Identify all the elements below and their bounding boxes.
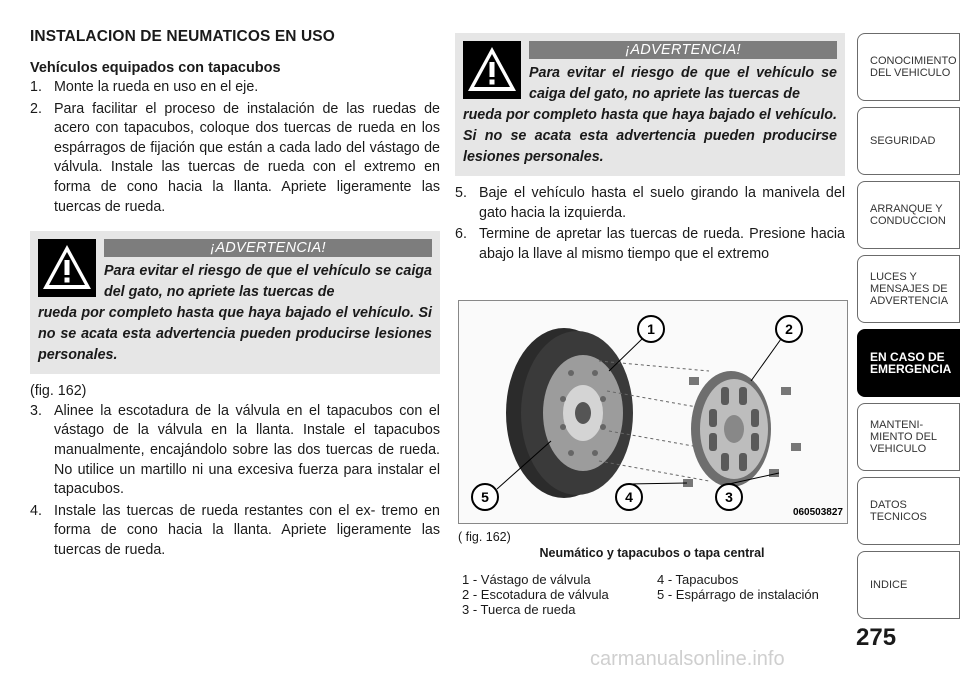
warning-label: ¡ADVERTENCIA! <box>104 239 432 257</box>
step-1: 1. Monte la rueda en uso en el eje. <box>30 79 259 95</box>
callout-1 <box>638 316 664 342</box>
tab-emergencia[interactable]: EN CASO DE EMERGENCIA <box>857 329 960 397</box>
warning-text-a: Para evitar el riesgo de que el vehículo se caiga del gato, no apriete las tuercas de <box>104 263 432 301</box>
left-column <box>30 28 440 563</box>
warning-box <box>30 231 440 374</box>
caption-ref: ( fig. 162) <box>458 530 511 544</box>
warning-text-b: rueda por completo hasta que haya bajado el vehículo. Si no se acata esta advertencia pueden producirse lesiones personales. <box>463 107 837 165</box>
caption-title: Neumático y tapacubos o tapa central <box>539 546 765 560</box>
svg-text:1: 1 <box>647 321 655 337</box>
step-5: 5. Baje el vehículo hasta el suelo girando la manivela del gato hacia la izquierda. <box>455 185 845 221</box>
step-2: 2. Para facilitar el proceso de instalación de las ruedas de acero con tapacubos, coloque dos tuercas de rueda en los espárragos de fijación que están a cada lado del vástago de válvula. Instale las tuercas de rueda con el extremo en forma de cono hacia la llanta. Apriete ligeramente las tuercas de rueda. <box>30 100 440 215</box>
callout-5 <box>472 484 498 510</box>
legend-left: 1 - Vástago de válvula 2 - Escotadura de válvula 3 - Tuerca de rueda <box>462 572 609 617</box>
tab-mantenimiento[interactable]: MANTENI- MIENTO DEL VEHICULO <box>857 403 960 471</box>
tab-conocimiento[interactable]: CONOCIMIENTO DEL VEHICULO <box>857 33 960 101</box>
warning-text-b: rueda por completo hasta que haya bajado el vehículo. Si no se acata esta advertencia pueden producirse lesiones personales. <box>38 305 432 364</box>
wheel-illustration <box>458 300 848 524</box>
step-6: 6. Termine de apretar las tuercas de rueda. Presione hacia abajo la llave al mismo tiempo que el extremo <box>455 226 845 262</box>
warning-icon <box>463 41 521 99</box>
section-title: INSTALACION DE NEUMATICOS EN USO <box>30 28 335 45</box>
tab-luces[interactable]: LUCES Y MENSAJES DE ADVERTENCIA <box>857 255 960 323</box>
tab-seguridad[interactable]: SEGURIDAD <box>857 107 960 175</box>
right-column <box>455 33 845 266</box>
subheading: Vehículos equipados con tapacubos <box>30 60 281 76</box>
step-3: 3. Alinee la escotadura de la válvula en el tapacubos con el vástago de la válvula en la llanta. Instale el tapacubos manualmente, encajándolo sobre las dos tuercas de rueda. No utilice un martillo ni una excesiva fuerza para instalar el tapacubos. <box>30 402 440 498</box>
figure-reference: (fig. 162) <box>30 383 87 400</box>
warning-text-a: Para evitar el riesgo de que el vehículo se caiga del gato, no apriete las tuercas de <box>529 65 837 102</box>
svg-text:3: 3 <box>725 489 733 505</box>
callout-2 <box>776 316 802 342</box>
warning-label: ¡ADVERTENCIA! <box>529 41 837 59</box>
step-4: 4. Instale las tuercas de rueda restantes con el ex- tremo en forma de cono hacia la llanta. Apriete ligeramente las tuercas de rueda. <box>30 502 440 558</box>
warning-icon <box>38 239 96 297</box>
callout-4 <box>616 484 642 510</box>
tab-arranque[interactable]: ARRANQUE Y CONDUCCION <box>857 181 960 249</box>
callout-3 <box>716 484 742 510</box>
figure-caption <box>458 530 846 560</box>
tab-indice[interactable]: INDICE <box>857 551 960 619</box>
watermark: carmanualsonline.info <box>590 648 785 670</box>
tab-datos[interactable]: DATOS TECNICOS <box>857 477 960 545</box>
figure-code: 060503827 <box>792 507 843 518</box>
section-tabs <box>857 33 960 625</box>
page-number: 275 <box>856 624 897 651</box>
svg-text:4: 4 <box>625 489 633 505</box>
svg-text:5: 5 <box>481 489 489 505</box>
warning-box-right <box>455 33 845 176</box>
svg-text:2: 2 <box>785 321 793 337</box>
legend-right: 4 - Tapacubos 5 - Espárrago de instalación <box>657 572 819 602</box>
